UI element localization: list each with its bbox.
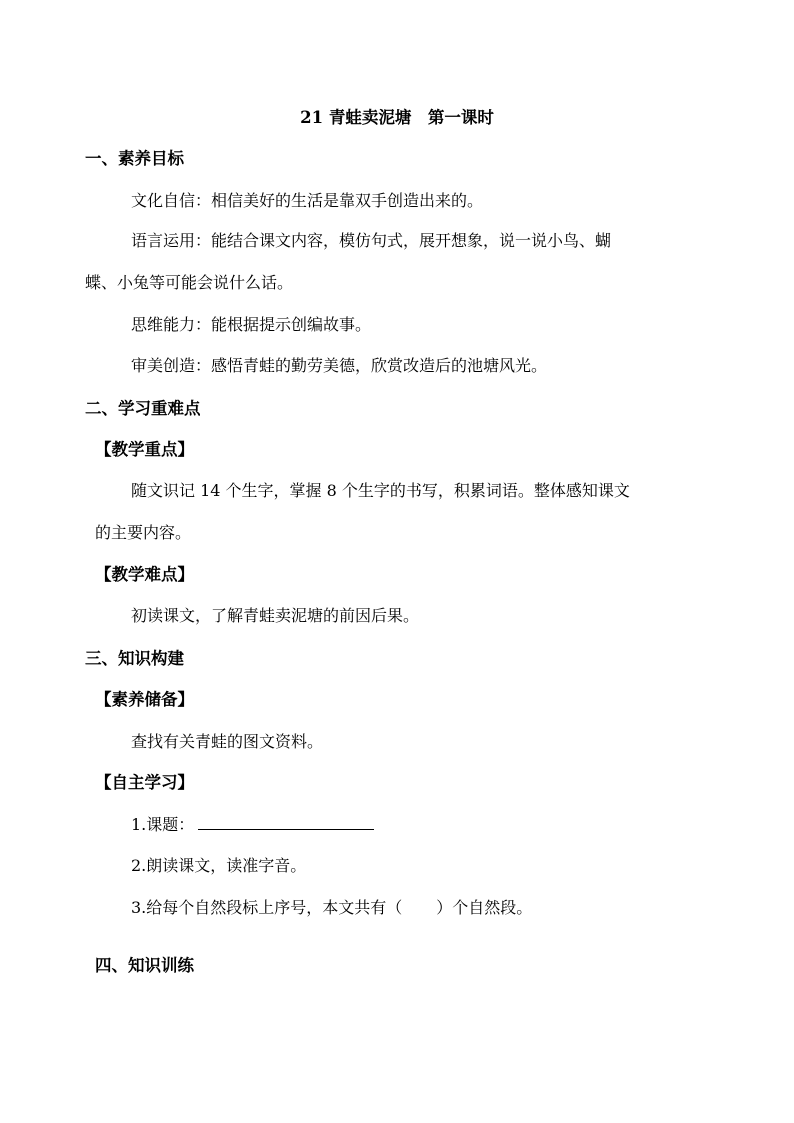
- subheading-teaching-difficulty: 【教学难点】: [95, 565, 194, 584]
- self-study-item-1: [131, 814, 374, 836]
- subheading-preparation: 【素养储备】: [95, 690, 194, 709]
- self-study-item-2: 2.朗读课文，读准字音。: [131, 856, 307, 875]
- section-heading-training: 四、知识训练: [95, 956, 194, 975]
- goal-culture: 文化自信：相信美好的生活是靠双手创造出来的。: [131, 191, 484, 210]
- self-study-item-3: [131, 897, 532, 919]
- subheading-teaching-focus: 【教学重点】: [95, 440, 194, 459]
- item-3-text-after: ）个自然段。: [436, 898, 533, 917]
- goal-language-line1: 语言运用：能结合课文内容，模仿句式，展开想象，说一说小鸟、蝴: [131, 231, 612, 250]
- section-heading-knowledge: 三、知识构建: [85, 649, 184, 668]
- section-heading-goals: 一、素养目标: [85, 149, 184, 168]
- preparation-text: 查找有关青蛙的图文资料。: [131, 732, 324, 751]
- teaching-difficulty-text: 初读课文，了解青蛙卖泥塘的前因后果。: [131, 606, 420, 625]
- subheading-self-study: 【自主学习】: [95, 773, 194, 792]
- item-1-label: 1.课题：: [131, 815, 195, 834]
- item-3-text-before: 3.给每个自然段标上序号，本文共有（: [131, 898, 403, 917]
- title-answer-blank[interactable]: [198, 815, 374, 830]
- teaching-focus-line1: 随文识记 14 个生字，掌握 8 个生字的书写，积累词语。整体感知课文: [131, 481, 630, 500]
- teaching-focus-line2: 的主要内容。: [95, 523, 192, 542]
- goal-language-line2: 蝶、小兔等可能会说什么话。: [85, 273, 294, 292]
- page-title: 21 青蛙卖泥塘 第一课时: [300, 108, 494, 127]
- goal-thinking: 思维能力：能根据提示创编故事。: [131, 315, 372, 334]
- goal-aesthetic: 审美创造：感悟青蛙的勤劳美德，欣赏改造后的池塘风光。: [131, 356, 548, 375]
- section-heading-key-points: 二、学习重难点: [85, 399, 201, 418]
